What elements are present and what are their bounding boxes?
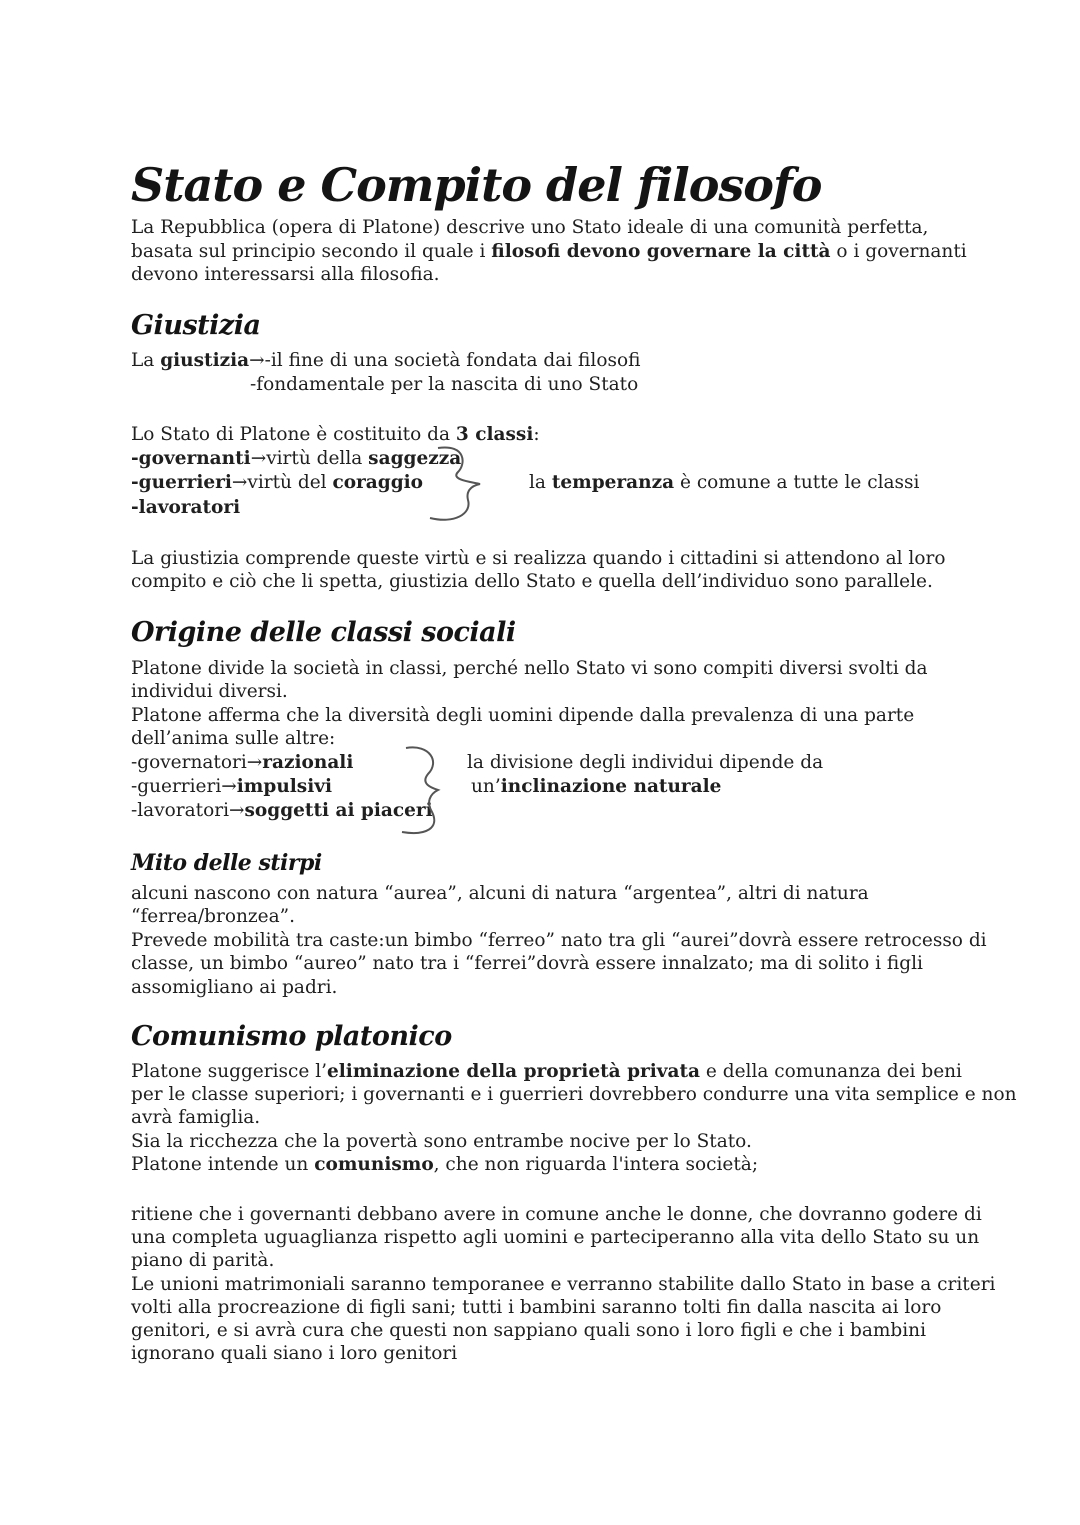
- comunismo-line-11: genitori, e si avrà cura che questi non sappiano quali sono i loro figli e che i bambini: [131, 1320, 926, 1341]
- giustizia-line-2: -fondamentale per la nascita di uno Stato: [250, 374, 639, 395]
- comunismo-line-12: ignorano quali siano i loro genitori: [131, 1343, 458, 1364]
- classes-intro: Lo Stato di Platone è costituito da 3 classi:: [131, 424, 540, 445]
- origine-lavoratori: -lavoratori→soggetti ai piaceri: [131, 800, 433, 821]
- class-governanti: -governanti→virtù della saggezza: [131, 448, 462, 469]
- intro-line-2: basata sul principio secondo il quale i filosofi devono governare la città o i governanti: [131, 241, 967, 262]
- page-title: Stato e Compito del filosofo: [131, 158, 822, 212]
- comunismo-line-6: ritiene che i governanti debbano avere in comune anche le donne, che dovranno godere di: [131, 1204, 982, 1225]
- heading-comunismo: Comunismo platonico: [131, 1021, 452, 1052]
- comunismo-line-10: volti alla procreazione di figli sani; tutti i bambini saranno tolti fin dalla nascita ai loro: [131, 1297, 942, 1318]
- mito-line-4: classe, un bimbo “aureo” nato tra i “ferrei”dovrà essere innalzato; ma di solito i figli: [131, 953, 923, 974]
- comunismo-line-5: Platone intende un comunismo, che non riguarda l'intera società;: [131, 1154, 759, 1175]
- origine-line-3: Platone afferma che la diversità degli uomini dipende dalla prevalenza di una parte: [131, 705, 915, 726]
- giustizia-para-1: La giustizia comprende queste virtù e si realizza quando i cittadini si attendono al loro: [131, 548, 946, 569]
- intro-line-1: La Repubblica (opera di Platone) descrive uno Stato ideale di una comunità perfetta,: [131, 217, 929, 238]
- origine-line-2: individui diversi.: [131, 681, 288, 702]
- temperanza-note: la temperanza è comune a tutte le classi: [529, 472, 920, 493]
- mito-line-2: “ferrea/bronzea”.: [131, 906, 295, 927]
- comunismo-line-4: Sia la ricchezza che la povertà sono entrambe nocive per lo Stato.: [131, 1131, 752, 1152]
- origine-line-4: dell’anima sulle altre:: [131, 728, 336, 749]
- giustizia-para-2: compito e ciò che li spetta, giustizia dello Stato e quella dell’individuo sono parallele.: [131, 571, 933, 592]
- mito-line-5: assomigliano ai padri.: [131, 977, 338, 998]
- division-note-2: un’inclinazione naturale: [471, 776, 722, 797]
- heading-mito: Mito delle stirpi: [131, 850, 322, 876]
- heading-giustizia: Giustizia: [131, 310, 261, 341]
- comunismo-line-9: Le unioni matrimoniali saranno temporanee e verranno stabilite dallo Stato in base a criteri: [131, 1274, 996, 1295]
- comunismo-line-7: una completa uguaglianza rispetto agli uomini e parteciperanno alla vita dello Stato su un: [131, 1227, 980, 1248]
- comunismo-line-1: Platone suggerisce l’eliminazione della proprietà privata e della comunanza dei beni: [131, 1061, 962, 1082]
- brace-icon: [426, 442, 486, 526]
- class-lavoratori: -lavoratori: [131, 497, 241, 518]
- mito-line-3: Prevede mobilità tra caste:un bimbo “ferreo” nato tra gli “aurei”dovrà essere retrocesso di: [131, 930, 987, 951]
- origine-guerrieri: -guerrieri→impulsivi: [131, 776, 333, 797]
- division-note-1: la divisione degli individui dipende da: [467, 752, 824, 773]
- comunismo-line-8: piano di parità.: [131, 1250, 275, 1271]
- comunismo-line-3: avrà famiglia.: [131, 1107, 261, 1128]
- brace-icon: [396, 742, 456, 838]
- origine-governatori: -governatori→razionali: [131, 752, 354, 773]
- comunismo-line-2: per le classe superiori; i governanti e i guerrieri dovrebbero condurre una vita semplice e non: [131, 1084, 1017, 1105]
- heading-origine: Origine delle classi sociali: [131, 617, 516, 648]
- origine-line-1: Platone divide la società in classi, perché nello Stato vi sono compiti diversi svolti da: [131, 658, 928, 679]
- giustizia-line-1: La giustizia→-il fine di una società fondata dai filosofi: [131, 350, 641, 371]
- class-guerrieri: -guerrieri→virtù del coraggio: [131, 472, 424, 493]
- mito-line-1: alcuni nascono con natura “aurea”, alcuni di natura “argentea”, altri di natura: [131, 883, 869, 904]
- intro-line-3: devono interessarsi alla filosofia.: [131, 264, 440, 285]
